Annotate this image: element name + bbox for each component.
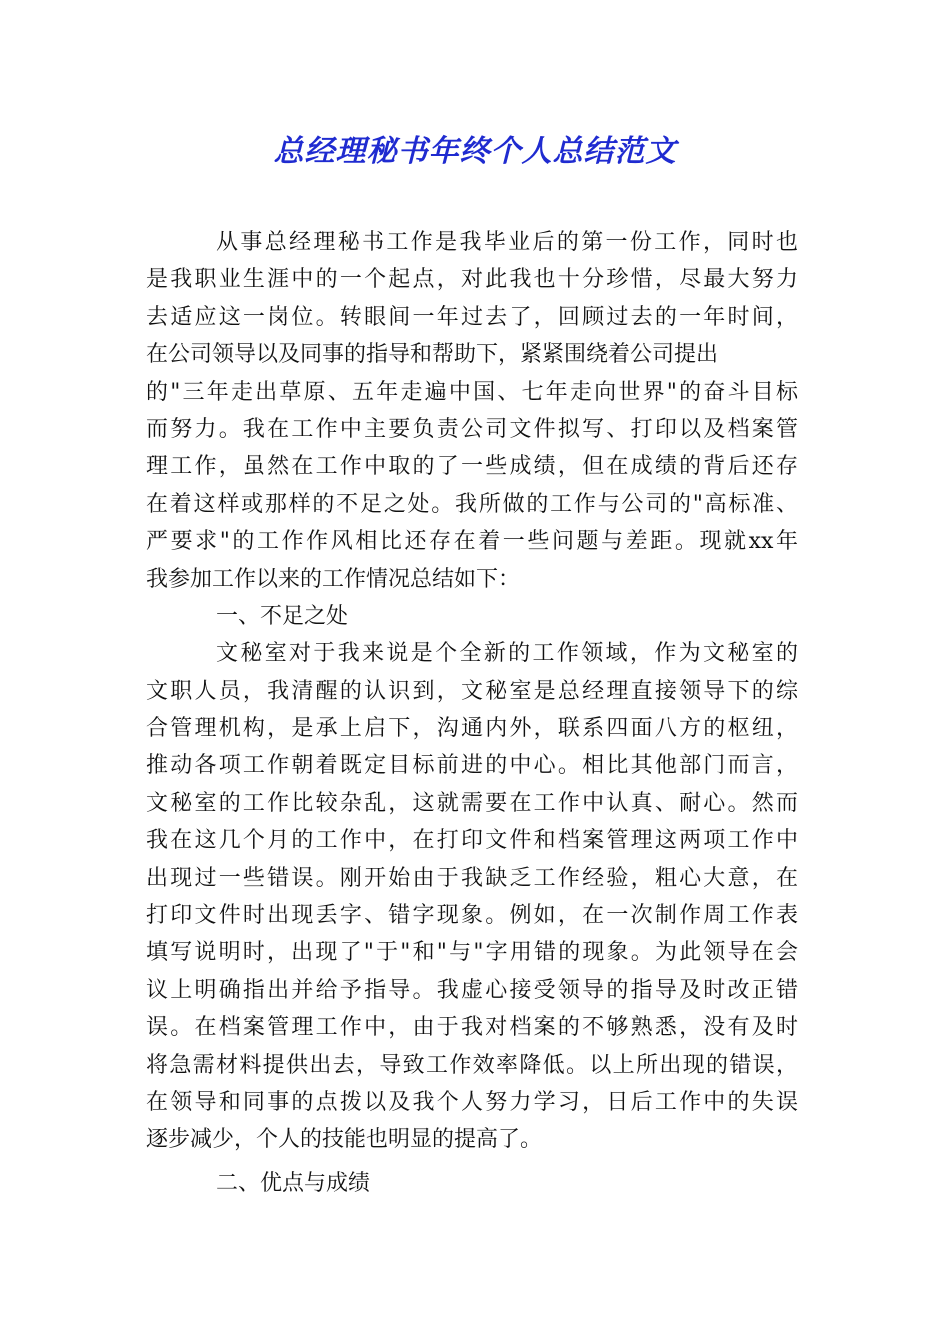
paragraph-line: 的"三年走出草原、五年走遍中国、七年走向世界"的奋斗目标 [146,379,798,405]
paragraph-line: 在公司领导以及同事的指导和帮助下，紧紧围绕着公司提出 [146,342,719,368]
paragraph-line: 打印文件时出现丢字、错字现象。例如，在一次制作周工作表 [146,903,798,929]
paragraph-line: 而努力。我在工作中主要负责公司文件拟写、打印以及档案管 [146,416,798,442]
paragraph-line: 议上明确指出并给予指导。我虚心接受领导的指导及时改正错 [146,977,798,1003]
paragraph-line: 逐步减少，个人的技能也明显的提高了。 [146,1127,543,1153]
paragraph-line: 误。在档案管理工作中，由于我对档案的不够熟悉，没有及时 [146,1015,798,1041]
paragraph-line: 在领导和同事的点拨以及我个人努力学习，日后工作中的失误 [146,1089,798,1115]
paragraph-line: 从事总经理秘书工作是我毕业后的第一份工作，同时也 [216,230,798,255]
paragraph-line: 是我职业生涯中的一个起点，对此我也十分珍惜，尽最大努力 [146,267,798,293]
paragraph-line: 推动各项工作朝着既定目标前进的中心。相比其他部门而言， [146,753,798,779]
section-heading-strengths: 二、优点与成绩 [216,1170,371,1196]
paragraph-line: 将急需材料提供出去，导致工作效率降低。以上所出现的错误， [146,1052,798,1078]
paragraph-line: 文秘室的工作比较杂乱，这就需要在工作中认真、耐心。然而 [146,790,798,816]
paragraph-line: 去适应这一岗位。转眼间一年过去了，回顾过去的一年时间， [146,304,798,330]
paragraph-line: 我在这几个月的工作中，在打印文件和档案管理这两项工作中 [146,828,798,854]
document-body [146,224,798,1202]
paragraph-line: 文秘室对于我来说是个全新的工作领域，作为文秘室的 [216,641,798,667]
document-title: 总经理秘书年终个人总结范文 [273,134,677,169]
paragraph-line: 出现过一些错误。刚开始由于我缺乏工作经验，粗心大意，在 [146,865,798,891]
paragraph-line: 严要求"的工作作风相比还存在着一些问题与差距。现就xx年 [146,529,798,555]
section-heading-shortcomings: 一、不足之处 [216,603,349,629]
paragraph-line: 合管理机构，是承上启下，沟通内外，联系四面八方的枢纽， [146,716,798,742]
paragraph-line: 文职人员，我清醒的认识到，文秘室是总经理直接领导下的综 [146,678,798,704]
paragraph-line: 理工作，虽然在工作中取的了一些成绩，但在成绩的背后还存 [146,454,798,480]
paragraph-shortcomings [146,635,798,1158]
paragraph-line: 我参加工作以来的工作情况总结如下： [146,566,521,592]
paragraph-line: 填写说明时，出现了"于"和"与"字用错的现象。为此领导在会 [146,940,798,966]
paragraph-line: 在着这样或那样的不足之处。我所做的工作与公司的"高标准、 [146,491,798,517]
paragraph-intro [146,224,798,598]
